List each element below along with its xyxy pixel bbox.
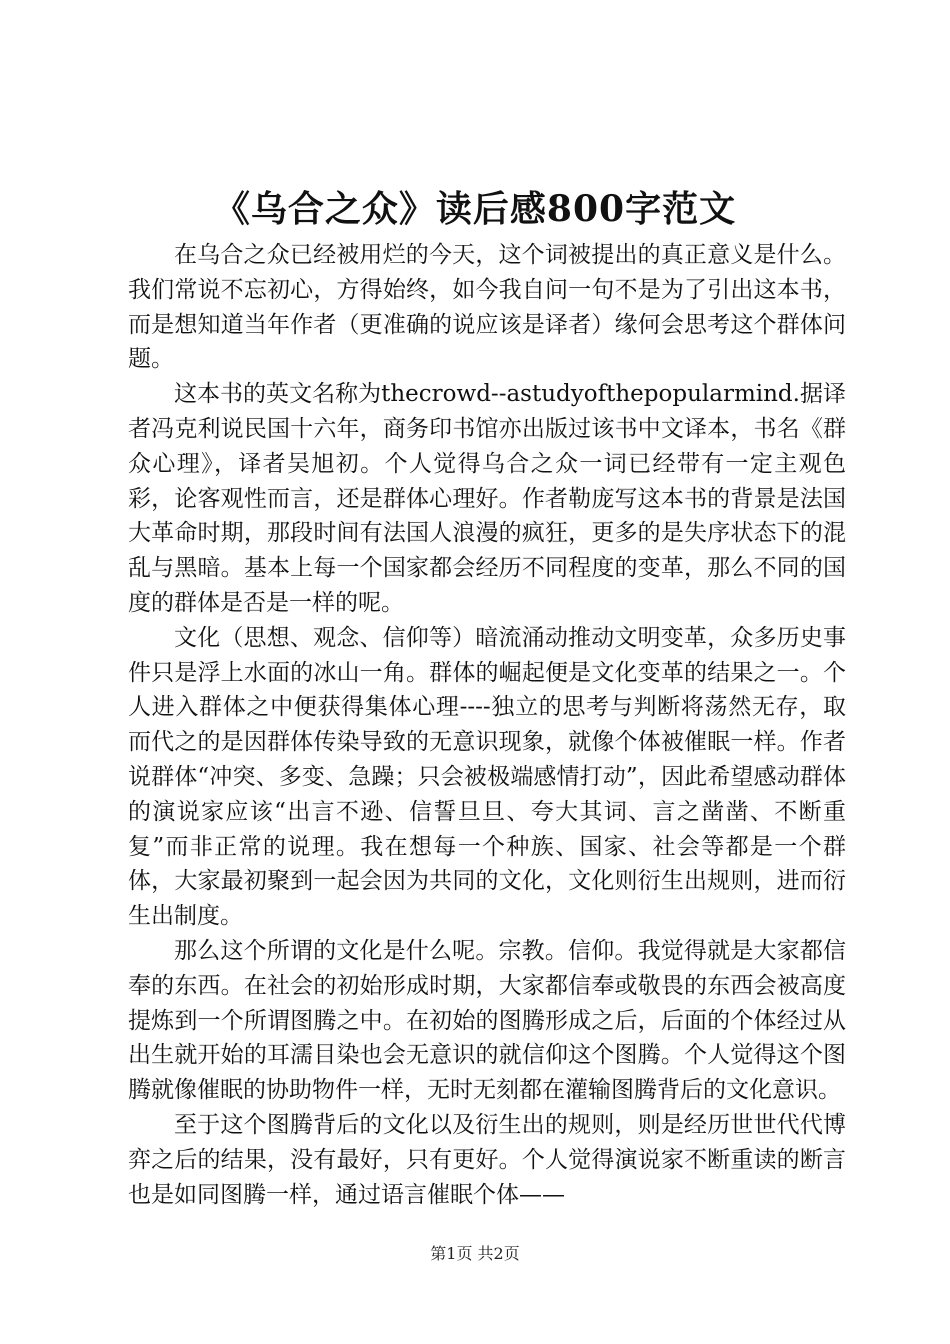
paragraph-2: 这本书的英文名称为thecrowd--astudyofthepopularmind.据译者冯克利说民国十六年，商务印书馆亦出版过该书中文译本，书名《群众心理》，译者吴旭初。个人觉得乌合之众一词已经带有一定主观色彩，论客观性而言，还是群体心理好。作者勒庞写这本书的背景是法国大革命时期，那段时间有法国人浪漫的疯狂，更多的是失序状态下的混乱与黑暗。基本上每一个国家都会经历不同程度的变革，那么不同的国度的群体是否是一样的呢。 [128, 381, 846, 616]
paragraph-4: 那么这个所谓的文化是什么呢。宗教。信仰。我觉得就是大家都信奉的东西。在社会的初始形成时期，大家都信奉或敬畏的东西会被高度提炼到一个所谓图腾之中。在初始的图腾形成之后，后面的个体经过从出生就开始的耳濡目染也会无意识的就信仰这个图腾。个人觉得这个图腾就像催眠的协助物件一样，无时无刻都在灌输图腾背后的文化意识。 [128, 937, 846, 1104]
paragraph-3: 文化（思想、观念、信仰等）暗流涌动推动文明变革，众多历史事件只是浮上水面的冰山一角。群体的崛起便是文化变革的结果之一。个人进入群体之中便获得集体心理----独立的思考与判断将荡然无存，取而代之的是因群体传染导致的无意识现象，就像个体被催眠一样。作者说群体“冲突、多变、急躁；只会被极端感情打动”，因此希望感动群体的演说家应该“出言不逊、信誓旦旦、夸大其词、言之凿凿、不断重复”而非正常的说理。我在想每一个种族、国家、社会等都是一个群体，大家最初聚到一起会因为共同的文化，文化则衍生出规则，进而衍生出制度。 [128, 624, 846, 930]
paragraph-1: 在乌合之众已经被用烂的今天，这个词被提出的真正意义是什么。我们常说不忘初心，方得始终，如今我自问一句不是为了引出这本书，而是想知道当年作者（更准确的说应该是译者）缘何会思考这个群体问题。 [128, 242, 846, 373]
page-title: 《乌合之众》读后感800字范文 [213, 188, 737, 230]
paragraph-5: 至于这个图腾背后的文化以及衍生出的规则，则是经历世世代代博弈之后的结果，没有最好，只有更好。个人觉得演说家不断重读的断言也是如同图腾一样，通过语言催眠个体—— [128, 1111, 846, 1208]
document-body [128, 238, 846, 1212]
page-number-footer: 第1页 共2页 [430, 1244, 520, 1263]
